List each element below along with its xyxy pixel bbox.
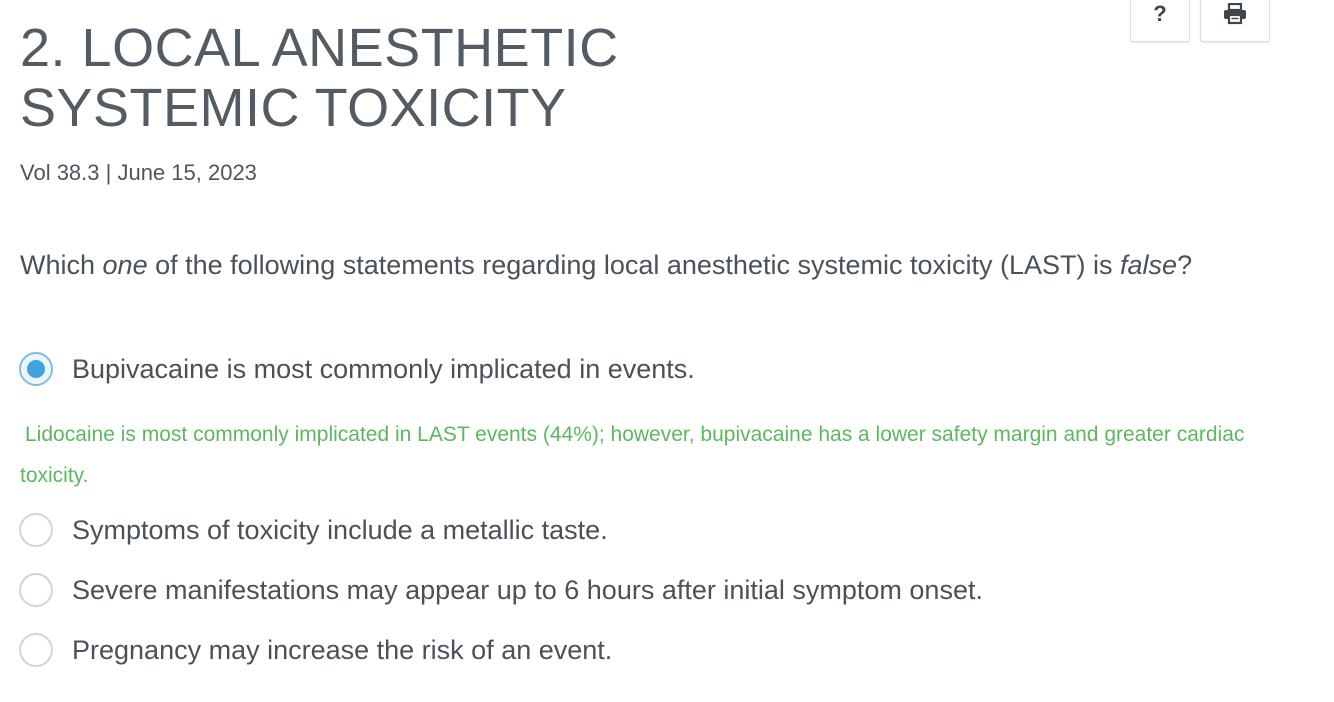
- answer-option-label: Bupivacaine is most commonly implicated in events.: [72, 353, 695, 384]
- page-title-line-1: 2. LOCAL ANESTHETIC: [20, 18, 619, 78]
- help-icon: ?: [1153, 1, 1167, 26]
- issue-meta: Vol 38.3 | June 15, 2023: [20, 160, 257, 185]
- radio-button-selected[interactable]: [19, 352, 53, 386]
- answer-option-label: Severe manifestations may appear up to 6 hours after initial symptom onset.: [72, 574, 983, 605]
- answer-option-label: Pregnancy may increase the risk of an event.: [72, 634, 613, 665]
- page-title: [20, 18, 619, 138]
- question-emphasis-false: false: [1120, 250, 1178, 280]
- question-text: [20, 250, 1192, 281]
- question-text-part: ?: [1177, 250, 1193, 280]
- question-text-part: of the following statements regarding local anesthetic systemic toxicity (LAST) is: [147, 250, 1121, 280]
- radio-button[interactable]: [19, 513, 53, 547]
- toolbar: [1130, 0, 1270, 42]
- question-text-part: Which: [20, 250, 103, 280]
- answer-option-2[interactable]: [19, 513, 608, 547]
- answer-option-label: Symptoms of toxicity include a metallic taste.: [72, 514, 608, 545]
- radio-button[interactable]: [19, 573, 53, 607]
- radio-button[interactable]: [19, 633, 53, 667]
- answer-option-4[interactable]: [19, 633, 612, 667]
- help-button[interactable]: [1130, 0, 1190, 42]
- answer-option-3[interactable]: [19, 573, 983, 607]
- answer-option-1[interactable]: [19, 352, 695, 386]
- question-emphasis-one: one: [102, 250, 148, 280]
- answer-feedback: Lidocaine is most commonly implicated in LAST events (44%); however, bupivacaine has a lower safety margin and greater cardiac toxicity.: [20, 423, 1245, 487]
- printer-icon: [1222, 3, 1248, 25]
- print-button[interactable]: [1200, 0, 1270, 42]
- page-title-line-2: SYSTEMIC TOXICITY: [20, 78, 567, 138]
